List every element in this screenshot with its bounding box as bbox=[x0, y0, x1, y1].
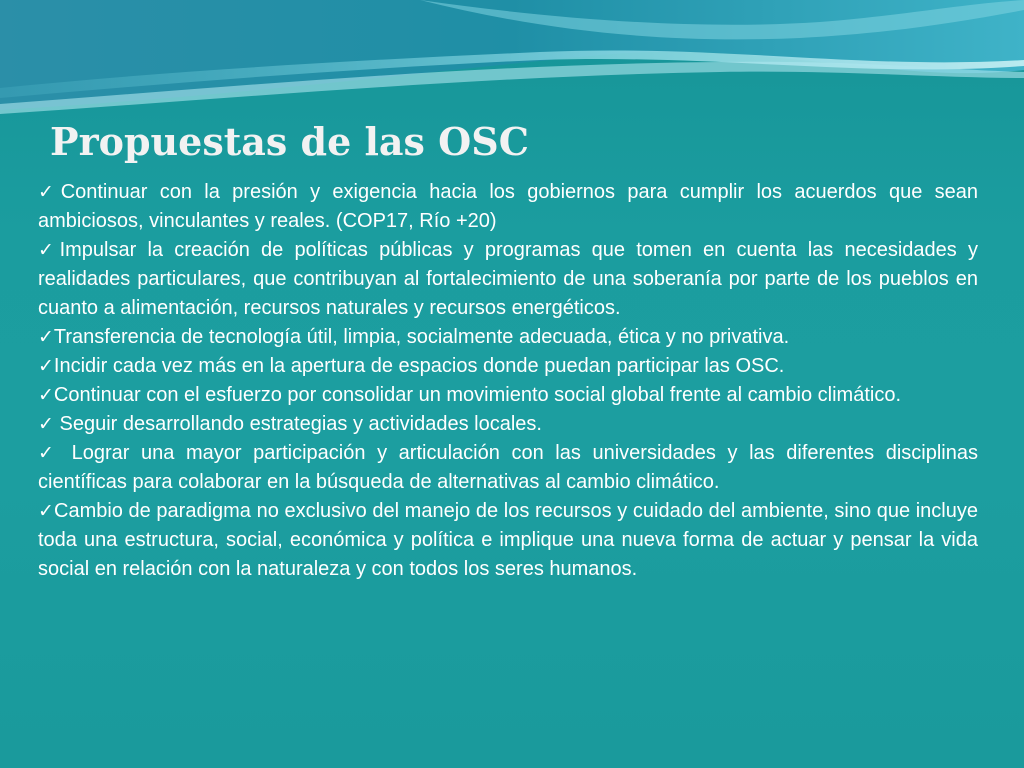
check-mark-icon: ✓ bbox=[38, 384, 54, 406]
proposal-list bbox=[38, 178, 978, 584]
list-item bbox=[38, 236, 978, 323]
check-mark-icon: ✓ bbox=[38, 442, 60, 464]
check-mark-icon: ✓ bbox=[38, 239, 60, 261]
list-item-text: Transferencia de tecnología útil, limpia, socialmente adecuada, ética y no privativa. bbox=[53, 326, 790, 348]
list-item bbox=[38, 381, 978, 410]
check-mark-icon: ✓ bbox=[38, 413, 54, 435]
list-item bbox=[38, 439, 978, 497]
check-mark-icon: ✓ bbox=[38, 500, 54, 522]
check-mark-icon: ✓ bbox=[38, 181, 61, 203]
list-item bbox=[38, 178, 978, 236]
list-item bbox=[38, 497, 978, 584]
list-item-text: Incidir cada vez más en la apertura de espacios donde puedan participar las OSC. bbox=[53, 355, 785, 377]
list-item-text: Lograr una mayor participación y articulación con las universidades y las diferentes disciplinas científicas para colaborar en la búsqueda de alternativas al cambio climático. bbox=[38, 442, 978, 493]
list-item-text: Continuar con el esfuerzo por consolidar un movimiento social global frente al cambio climático. bbox=[53, 384, 902, 406]
list-item-text: Cambio de paradigma no exclusivo del manejo de los recursos y cuidado del ambiente, sino que incluye toda una estructura, social, económica y política e implique una nueva forma de actuar y pensar la vida social en relación con la naturaleza y con todos los seres humanos. bbox=[38, 500, 978, 580]
list-item bbox=[38, 323, 978, 352]
check-mark-icon: ✓ bbox=[38, 355, 54, 377]
list-item bbox=[38, 410, 978, 439]
check-mark-icon: ✓ bbox=[38, 326, 54, 348]
list-item-text: Seguir desarrollando estrategias y actividades locales. bbox=[53, 413, 542, 435]
wave-header-decoration bbox=[0, 0, 1024, 120]
list-item-text: Impulsar la creación de políticas públicas y programas que tomen en cuenta las necesidades y realidades particulares, que contribuyan al fortalecimiento de una soberanía por parte de los pueblos en cuanto a alimentación, recursos naturales y recursos energéticos. bbox=[38, 239, 979, 319]
slide-title: Propuestas de las OSC bbox=[50, 119, 529, 164]
list-item-text: Continuar con la presión y exigencia hacia los gobiernos para cumplir los acuerdos que sean ambiciosos, vinculantes y reales. (COP17, Río +20) bbox=[38, 181, 978, 232]
list-item bbox=[38, 352, 978, 381]
